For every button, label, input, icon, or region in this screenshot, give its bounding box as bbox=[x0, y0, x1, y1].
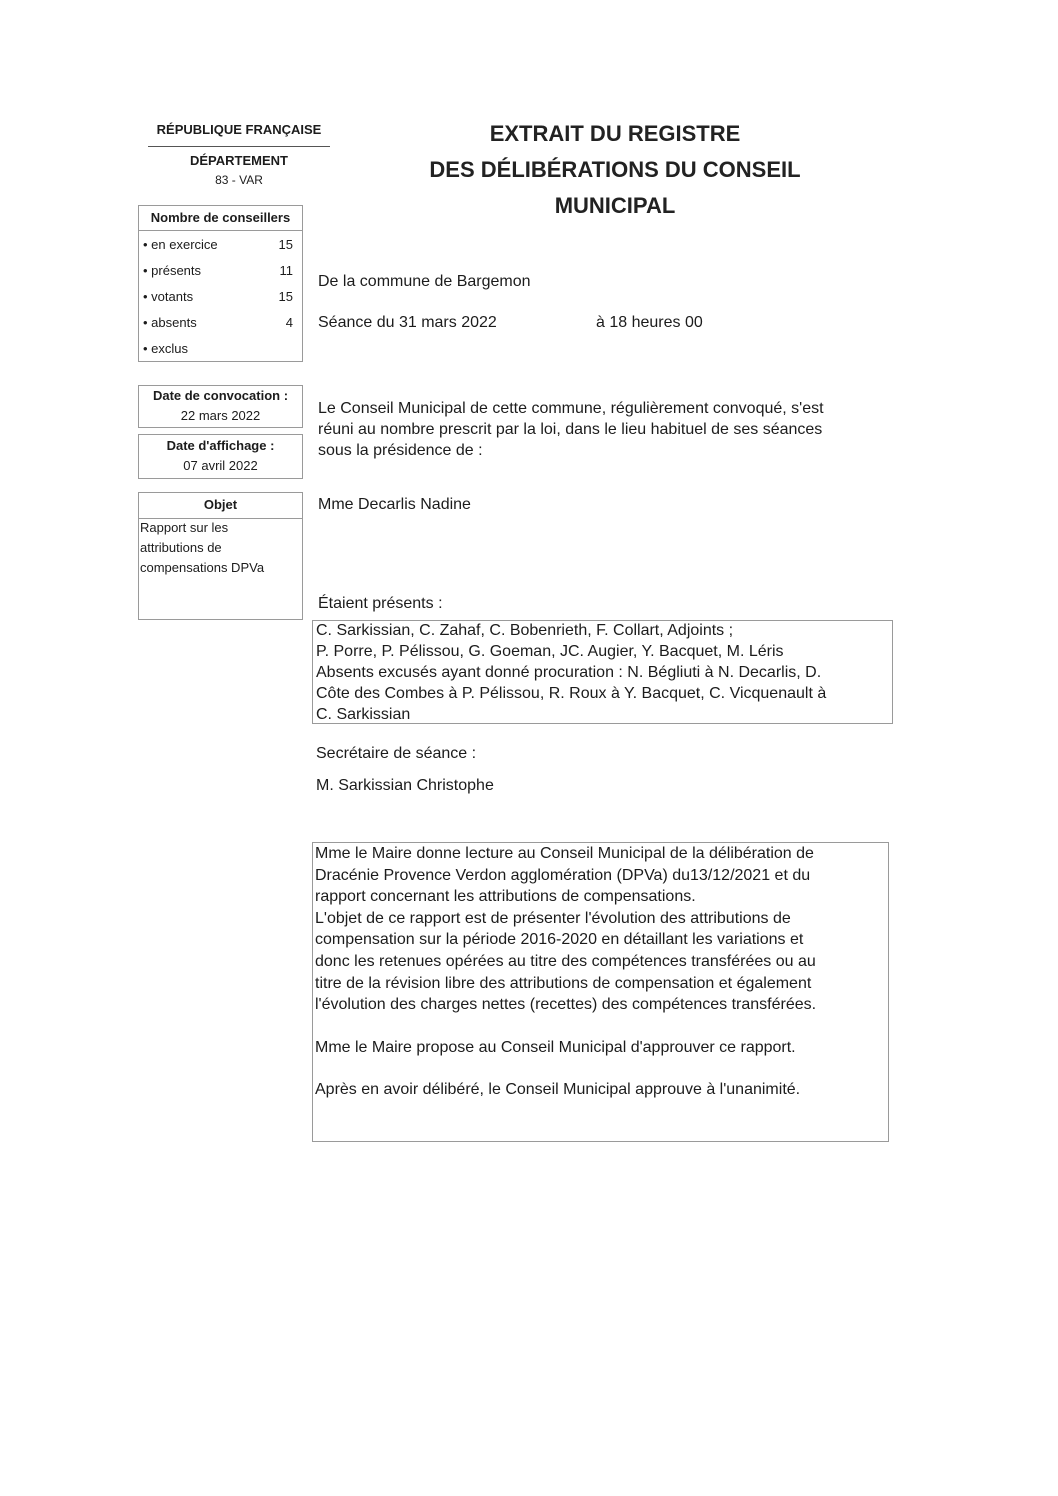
count-row-exercice bbox=[143, 237, 293, 255]
affichage-label: Date d'affichage : bbox=[166, 438, 275, 453]
count-row-presents bbox=[143, 263, 293, 281]
title-line: EXTRAIT DU REGISTRE bbox=[489, 121, 741, 146]
commune: De la commune de Bargemon bbox=[318, 273, 531, 290]
title-line: DES DÉLIBÉRATIONS DU CONSEIL bbox=[429, 157, 801, 182]
deliberation-text bbox=[315, 843, 887, 1101]
count-row-votants bbox=[143, 289, 293, 307]
objet-line: compensations DPVa bbox=[140, 560, 265, 575]
objet-line: attributions de bbox=[140, 540, 222, 555]
deliberation-line: compensation sur la période 2016-2020 en détaillant les variations et bbox=[315, 931, 804, 949]
conseillers-box bbox=[138, 205, 303, 362]
seance-intro bbox=[318, 398, 878, 461]
conseillers-divider bbox=[138, 230, 303, 231]
count-value: 15 bbox=[278, 289, 293, 304]
presents-line: Côte des Combes à P. Pélissou, R. Roux à Y. Bacquet, C. Vicquenault à bbox=[316, 685, 827, 702]
intro-line: Le Conseil Municipal de cette commune, régulièrement convoqué, s'est bbox=[318, 400, 824, 417]
departement-label: DÉPARTEMENT bbox=[190, 153, 288, 168]
presents-line: C. Sarkissian, C. Zahaf, C. Bobenrieth, F. Collart, Adjoints ; bbox=[316, 622, 734, 639]
intro-line: réuni au nombre prescrit par la loi, dans le lieu habituel de ses séances bbox=[318, 421, 823, 438]
deliberation-line: titre de la révision libre des attributions de compensation et également bbox=[315, 974, 812, 992]
seance-date: Séance du 31 mars 2022 bbox=[318, 314, 497, 331]
deliberation-line: l'évolution des charges nettes (recettes) des compétences transférées. bbox=[315, 996, 817, 1014]
president: Mme Decarlis Nadine bbox=[318, 496, 471, 513]
affichage-date: 07 avril 2022 bbox=[183, 458, 258, 473]
objet-label: Objet bbox=[203, 497, 238, 512]
deliberation-line: Mme le Maire donne lecture au Conseil Municipal de la délibération de bbox=[315, 845, 814, 862]
presents-label: Étaient présents : bbox=[318, 595, 443, 612]
deliberation-line: donc les retenues opérées au titre des compétences transférées ou au bbox=[315, 952, 816, 970]
count-label: • exclus bbox=[143, 341, 189, 356]
presents-line: Absents excusés ayant donné procuration : N. Bégliuti à N. Decarlis, D. bbox=[316, 664, 822, 681]
count-value: 15 bbox=[278, 237, 293, 252]
objet-text bbox=[140, 518, 300, 578]
count-label: • présents bbox=[143, 263, 202, 278]
presents-line: P. Porre, P. Pélissou, G. Goeman, JC. Augier, Y. Bacquet, M. Léris bbox=[316, 643, 784, 660]
deliberation-line: rapport concernant les attributions de compensations. bbox=[315, 888, 696, 906]
secretaire-label: Secrétaire de séance : bbox=[316, 745, 477, 762]
deliberation-proposition: Mme le Maire propose au Conseil Municipal d'approuver ce rapport. bbox=[315, 1038, 796, 1056]
deliberation-line: L'objet de ce rapport est de présenter l'évolution des attributions de bbox=[315, 909, 791, 927]
count-value: 11 bbox=[279, 263, 293, 278]
deliberation-decision: Après en avoir délibéré, le Conseil Municipal approuve à l'unanimité. bbox=[315, 1081, 801, 1099]
republique-francaise: RÉPUBLIQUE FRANÇAISE bbox=[156, 122, 322, 137]
title-line: MUNICIPAL bbox=[554, 193, 676, 218]
seance-heure: à 18 heures 00 bbox=[596, 314, 703, 331]
objet-line: Rapport sur les bbox=[140, 520, 229, 535]
count-label: • absents bbox=[143, 315, 197, 330]
count-label: • votants bbox=[143, 289, 194, 304]
convocation-label: Date de convocation : bbox=[152, 388, 289, 403]
presents-list bbox=[316, 620, 894, 725]
intro-line: sous la présidence de : bbox=[318, 442, 483, 459]
count-value: 4 bbox=[285, 315, 293, 330]
document-title bbox=[380, 116, 850, 224]
deliberation-line: Dracénie Provence Verdon agglomération (DPVa) du13/12/2021 et du bbox=[315, 866, 811, 884]
presents-line: C. Sarkissian bbox=[316, 706, 411, 723]
conseillers-heading: Nombre de conseillers bbox=[150, 210, 291, 225]
convocation-date: 22 mars 2022 bbox=[180, 408, 261, 423]
secretaire-name: M. Sarkissian Christophe bbox=[316, 777, 494, 794]
count-row-exclus bbox=[143, 341, 293, 359]
header-divider bbox=[148, 146, 330, 147]
count-label: • en exercice bbox=[143, 237, 218, 252]
count-row-absents bbox=[143, 315, 293, 333]
departement-code: 83 - VAR bbox=[215, 173, 263, 187]
